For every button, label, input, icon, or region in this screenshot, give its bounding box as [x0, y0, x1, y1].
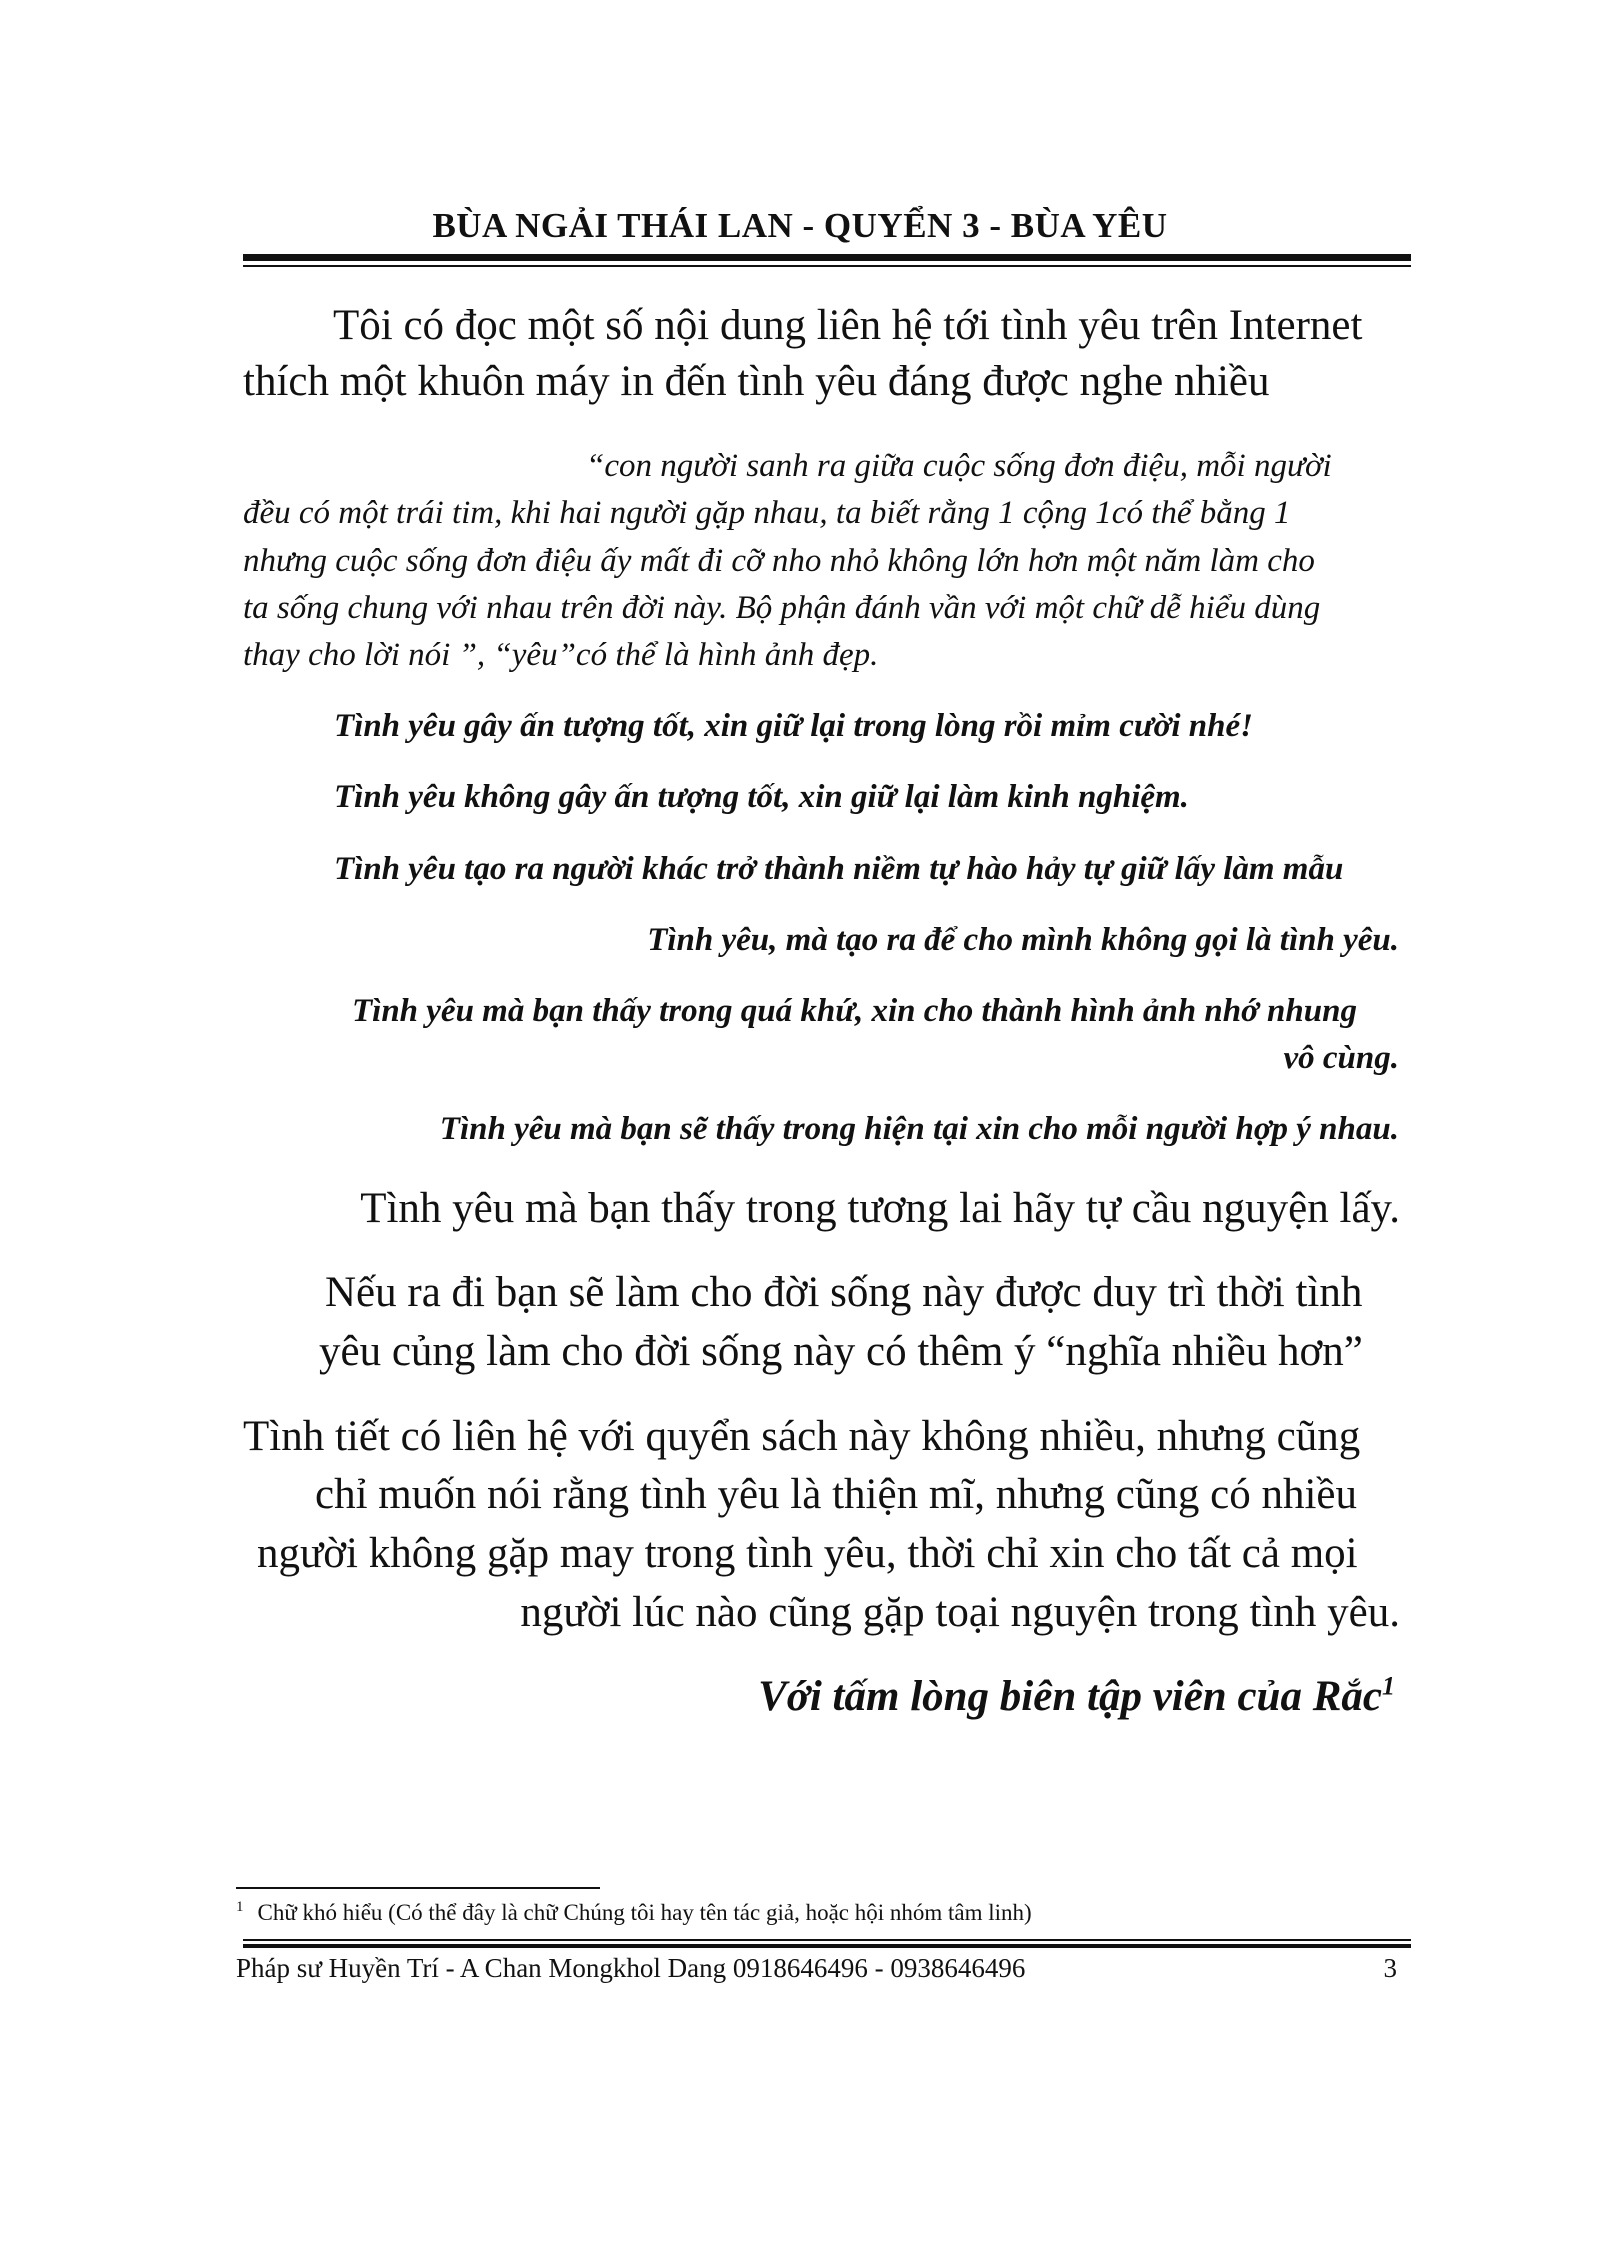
closing-paragraph-3-line-2: chỉ muốn nói rằng tình yêu là thiện mĩ, nhưng cũng có nhiều — [315, 1471, 1357, 1518]
saying-5-line-1: Tình yêu mà bạn thấy trong quá khứ, xin cho thành hình ảnh nhớ nhung — [352, 993, 1357, 1029]
closing-paragraph-3-line-3: người không gặp may trong tình yêu, thời chỉ xin cho tất cả mọi — [257, 1530, 1358, 1577]
footnote — [236, 1900, 1032, 1926]
signature — [758, 1672, 1395, 1721]
footnote-mark: 1 — [236, 1899, 244, 1916]
header-rule-thick — [243, 254, 1411, 261]
page-number: 3 — [1383, 1953, 1397, 1983]
closing-paragraph-3-line-4: người lúc nào cũng gặp toại nguyện trong tình yêu. — [520, 1589, 1400, 1636]
header-rule-thin — [243, 265, 1411, 267]
quote-line-3: nhưng cuộc sống đơn điệu ấy mất đi cỡ nho nhỏ không lớn hơn một năm làm cho — [243, 543, 1315, 579]
saying-3: Tình yêu tạo ra người khác trở thành niềm tự hào hảy tự giữ lấy làm mẫu — [334, 851, 1344, 887]
page-header-title: BÙA NGẢI THÁI LAN - QUYỂN 3 - BÙA YÊU — [432, 206, 1168, 245]
quote-line-5: thay cho lời nói ”, “yêu”có thể là hình ảnh đẹp. — [243, 637, 879, 673]
intro-line-1: Tôi có đọc một số nội dung liên hệ tới tình yêu trên Internet — [333, 302, 1363, 349]
footnote-text: Chữ khó hiểu (Có thể đây là chữ Chúng tôi hay tên tác giả, hoặc hội nhóm tâm linh) — [257, 1900, 1032, 1925]
closing-paragraph-1: Tình yêu mà bạn thấy trong tương lai hãy tự cầu nguyện lấy. — [360, 1185, 1400, 1232]
saying-5-line-2: vô cùng. — [1283, 1040, 1399, 1076]
quote-line-2: đều có một trái tim, khi hai người gặp nhau, ta biết rằng 1 cộng 1có thể bằng 1 — [243, 495, 1291, 531]
signature-text: Với tấm lòng biên tập viên của Rắc — [758, 1673, 1382, 1720]
footer-rule-thin — [243, 1939, 1411, 1941]
saying-1: Tình yêu gây ấn tượng tốt, xin giữ lại trong lòng rồi mỉm cười nhé! — [334, 708, 1253, 744]
footer-author-contact: Pháp sư Huyền Trí - A Chan Mongkhol Dang 0918646496 - 0938646496 — [236, 1953, 1026, 1983]
quote-line-1: “con người sanh ra giữa cuộc sống đơn điệu, mỗi người — [586, 448, 1332, 484]
saying-4: Tình yêu, mà tạo ra để cho mình không gọi là tình yêu. — [647, 922, 1399, 958]
closing-paragraph-2-line-2: yêu củng làm cho đời sống này có thêm ý “nghĩa nhiều hơn” — [319, 1328, 1363, 1375]
footer-rule-thick — [243, 1944, 1411, 1948]
footnote-rule — [236, 1887, 600, 1889]
closing-paragraph-3-line-1: Tình tiết có liên hệ với quyển sách này không nhiều, nhưng cũng — [243, 1413, 1361, 1460]
saying-6: Tình yêu mà bạn sẽ thấy trong hiện tại xin cho mỗi người hợp ý nhau. — [439, 1111, 1399, 1147]
signature-footnote-mark: 1 — [1382, 1671, 1395, 1701]
closing-paragraph-2-line-1: Nếu ra đi bạn sẽ làm cho đời sống này được duy trì thời tình — [325, 1269, 1363, 1316]
intro-line-2: thích một khuôn máy in đến tình yêu đáng được nghe nhiều — [243, 358, 1270, 405]
quote-line-4: ta sống chung với nhau trên đời này. Bộ phận đánh vần với một chữ dễ hiểu dùng — [243, 590, 1321, 626]
saying-2: Tình yêu không gây ấn tượng tốt, xin giữ lại làm kinh nghiệm. — [334, 779, 1189, 815]
